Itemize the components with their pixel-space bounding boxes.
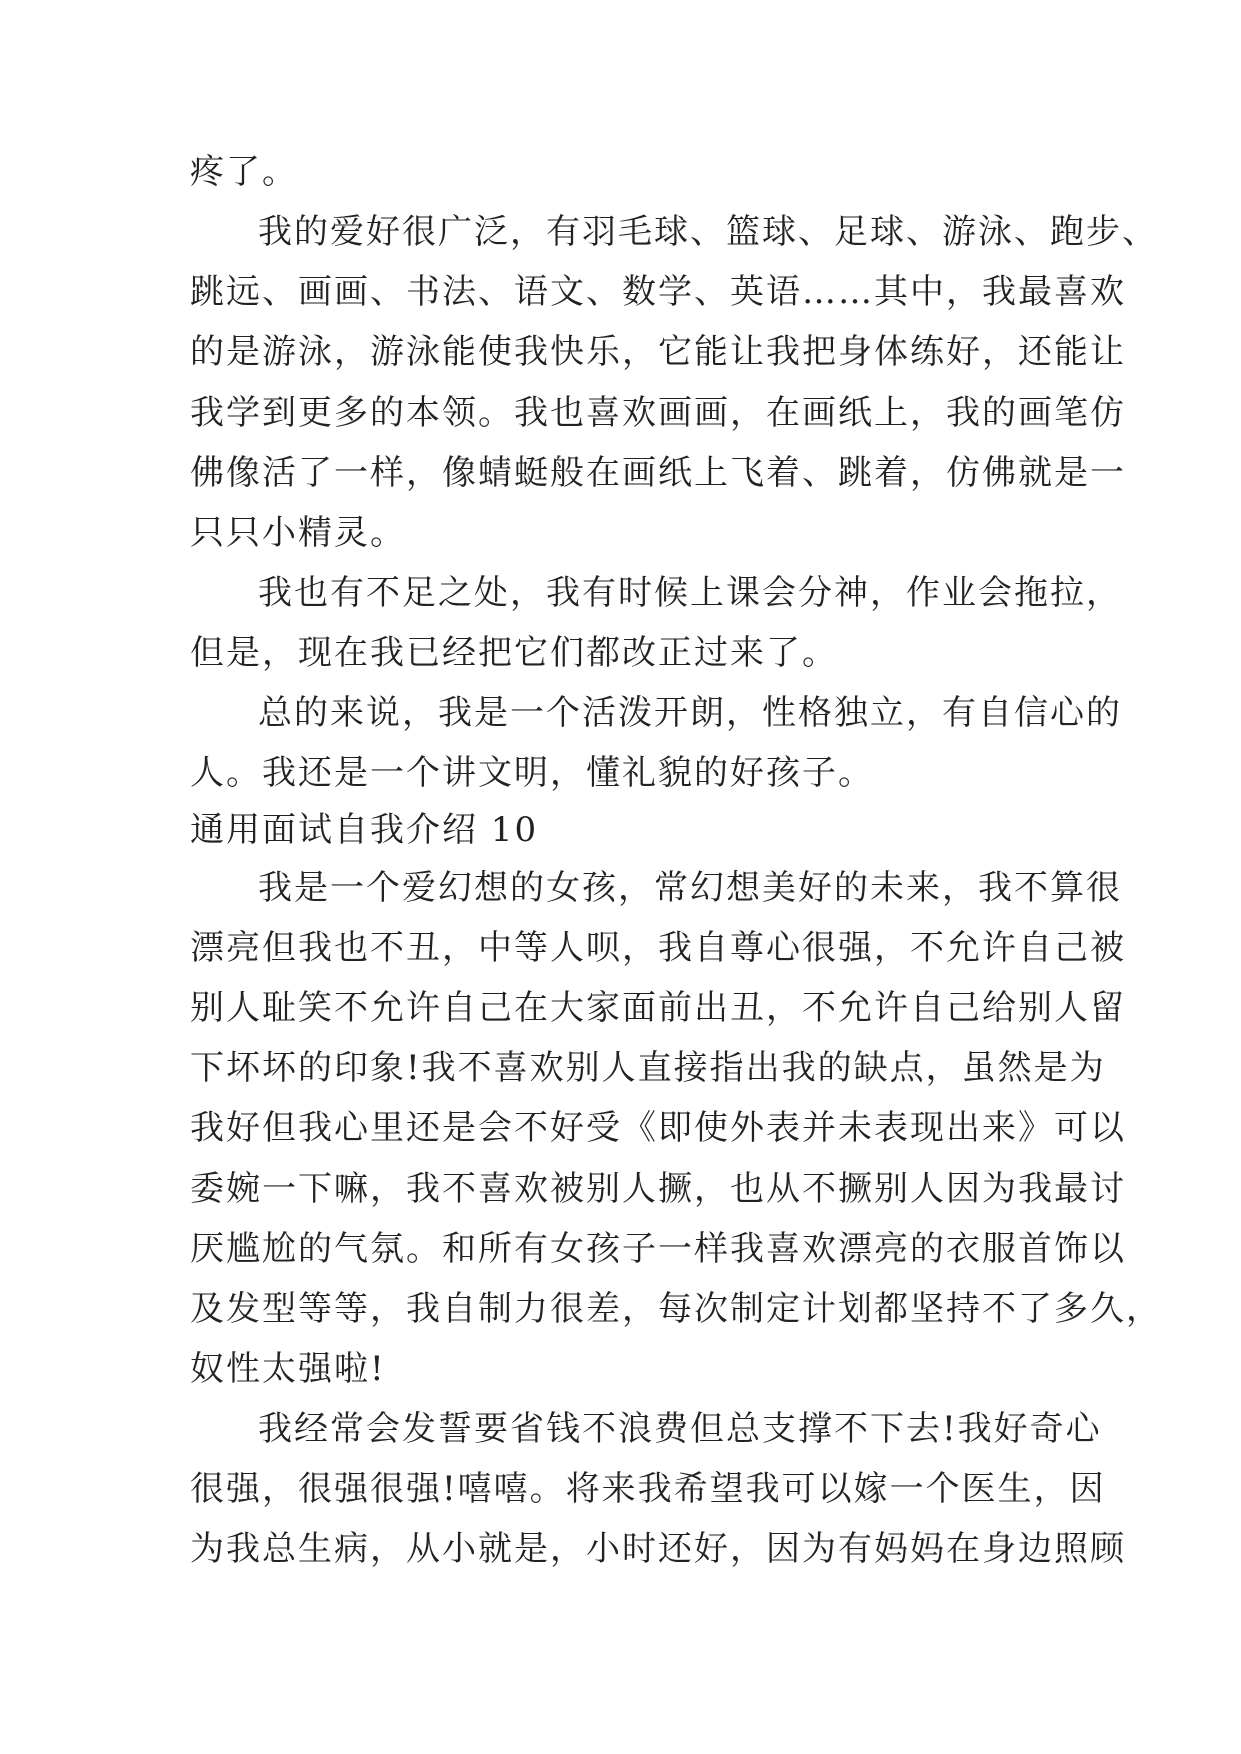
text-line: 的是游泳，游泳能使我快乐，它能让我把身体练好，还能让: [190, 332, 1126, 372]
text-line: 为我总生病，从小就是，小时还好，因为有妈妈在身边照顾: [190, 1529, 1126, 1569]
text-line: 漂亮但我也不丑，中等人呗，我自尊心很强，不允许自己被: [190, 928, 1126, 968]
text-line: 疼了。: [190, 152, 298, 192]
text-line: 人。我还是一个讲文明，懂礼貌的好孩子。: [190, 753, 874, 793]
paragraph-first-line: 总的来说，我是一个活泼开朗，性格独立，有自信心的: [258, 693, 1122, 733]
section-heading: 通用面试自我介绍 10: [190, 810, 539, 850]
text-line: 我学到更多的本领。我也喜欢画画，在画纸上，我的画笔仿: [190, 393, 1126, 433]
text-line: 奴性太强啦!: [190, 1349, 386, 1389]
text-line: 跳远、画画、书法、语文、数学、英语……其中，我最喜欢: [190, 272, 1126, 312]
paragraph-first-line: 我是一个爱幻想的女孩，常幻想美好的未来，我不算很: [258, 868, 1122, 908]
text-line: 很强，很强很强!嘻嘻。将来我希望我可以嫁一个医生，因: [190, 1469, 1106, 1509]
text-line: 下坏坏的印象!我不喜欢别人直接指出我的缺点，虽然是为: [190, 1048, 1106, 1088]
text-line: 及发型等等，我自制力很差，每次制定计划都坚持不了多久，: [190, 1289, 1162, 1329]
text-line: 别人耻笑不允许自己在大家面前出丑，不允许自己给别人留: [190, 988, 1126, 1028]
paragraph-first-line: 我的爱好很广泛，有羽毛球、篮球、足球、游泳、跑步、: [258, 212, 1158, 252]
paragraph-first-line: 我经常会发誓要省钱不浪费但总支撑不下去!我好奇心: [258, 1409, 1102, 1449]
paragraph-first-line: 我也有不足之处，我有时候上课会分神，作业会拖拉，: [258, 573, 1122, 613]
text-line: 只只小精灵。: [190, 513, 406, 553]
text-line: 我好但我心里还是会不好受《即使外表并未表现出来》可以: [190, 1108, 1126, 1148]
text-line: 佛像活了一样，像蜻蜓般在画纸上飞着、跳着，仿佛就是一: [190, 453, 1126, 493]
text-line: 厌尴尬的气氛。和所有女孩子一样我喜欢漂亮的衣服首饰以: [190, 1229, 1126, 1269]
text-line: 委婉一下嘛，我不喜欢被别人撅，也从不撅别人因为我最讨: [190, 1169, 1126, 1209]
text-line: 但是，现在我已经把它们都改正过来了。: [190, 633, 838, 673]
